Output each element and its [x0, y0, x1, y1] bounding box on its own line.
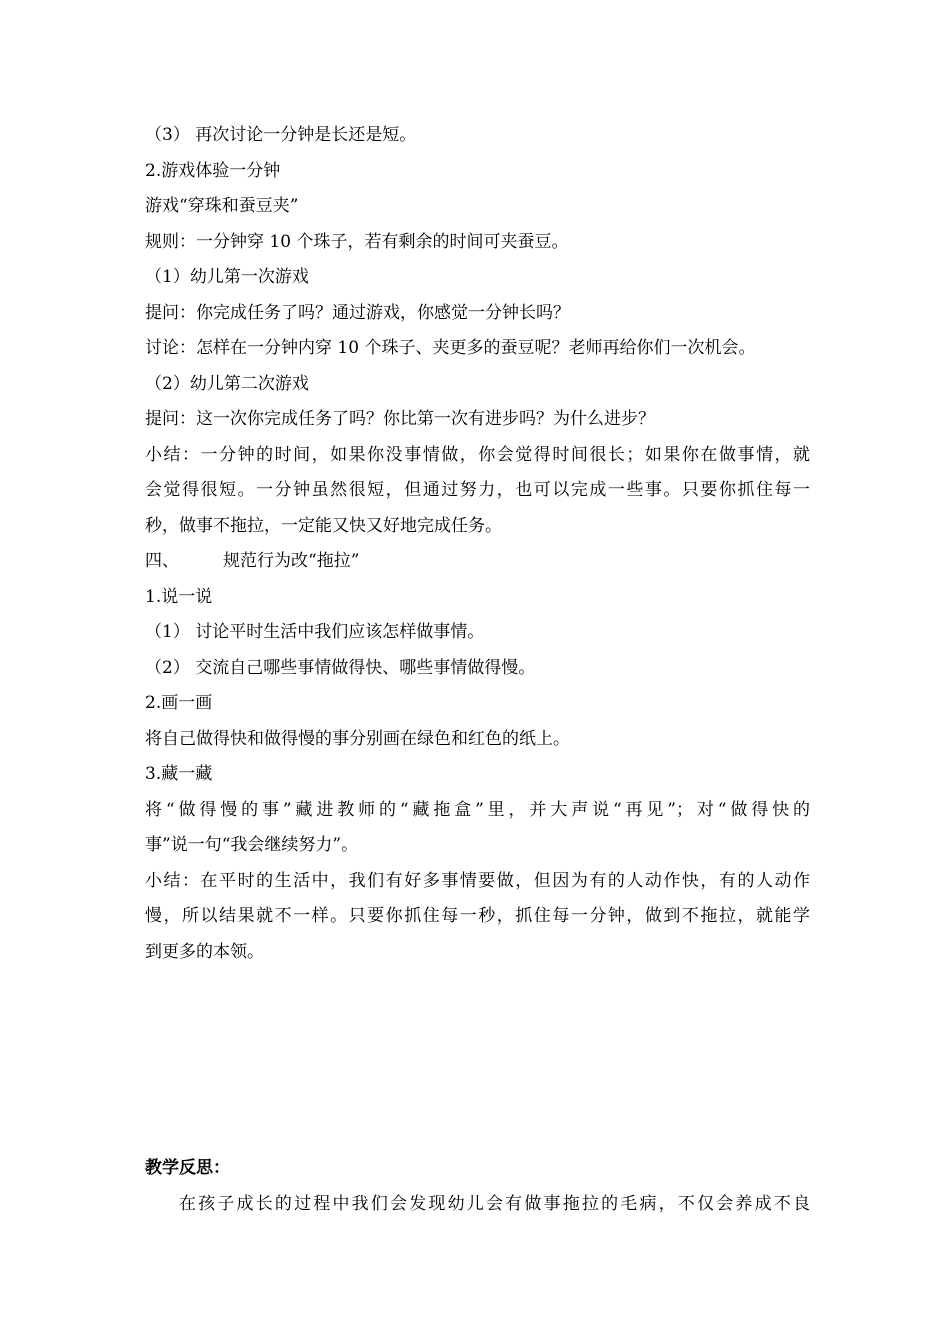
text-line: 将自己做得快和做得慢的事分别画在绿色和红色的纸上。	[145, 728, 570, 749]
reflection-title: 教学反思：	[145, 1158, 230, 1178]
subsection-heading: 1.说一说	[145, 586, 213, 607]
summary-line: 秒，做事不拖拉，一定能又快又好地完成任务。	[145, 515, 502, 536]
text-line: （1） 讨论平时生活中我们应该怎样做事情。	[145, 622, 485, 642]
text-line: 提问：这一次你完成任务了吗？你比第一次有进步吗？为什么进步？	[145, 409, 655, 429]
section-heading	[145, 544, 810, 580]
subsection-heading: 2.画一画	[145, 693, 213, 713]
text-line: 讨论：怎样在一分钟内穿 10 个珠子、夹更多的蚕豆呢？老师再给你们一次机会。	[145, 338, 756, 358]
subsection-heading: 3.藏一藏	[145, 764, 213, 784]
summary-line: 小结：在平时的生活中，我们有好多事情要做，但因为有的人动作快，有的人动作	[145, 870, 810, 891]
text-line: （2） 交流自己哪些事情做得快、哪些事情做得慢。	[145, 657, 536, 678]
text-line: （3） 再次讨论一分钟是长还是短。	[145, 125, 417, 145]
summary-line: 小结：一分钟的时间，如果你没事情做，你会觉得时间很长；如果你在做事情，就	[145, 444, 810, 465]
reflection-paragraph: 在孩子成长的过程中我们会发现幼儿会有做事拖拉的毛病，不仅会养成不良	[179, 1194, 810, 1214]
text-line: 事”说一句“我会继续努力”。	[145, 835, 359, 855]
text-line: （2）幼儿第二次游戏	[145, 373, 309, 394]
text-line: 提问：你完成任务了吗？通过游戏，你感觉一分钟长吗？	[145, 302, 570, 323]
section-number: 四、	[145, 551, 179, 571]
section-title: 规范行为改“拖拉”	[223, 551, 360, 571]
document-body	[145, 118, 810, 970]
text-line: 将“做得慢的事”藏进教师的“藏拖盒”里，并大声说“再见”；对“做得快的	[145, 799, 810, 820]
reflection-section	[145, 1150, 810, 1222]
subsection-heading: 2.游戏体验一分钟	[145, 160, 281, 181]
text-line: 游戏“穿珠和蚕豆夹”	[145, 196, 299, 216]
text-line: （1）幼儿第一次游戏	[145, 267, 309, 287]
summary-line: 慢，所以结果就不一样。只要你抓住每一秒，抓住每一分钟，做到不拖拉，就能学	[145, 906, 810, 926]
summary-line: 会觉得很短。一分钟虽然很短，但通过努力，也可以完成一些事。只要你抓住每一	[145, 480, 810, 500]
text-line: 规则：一分钟穿 10 个珠子，若有剩余的时间可夹蚕豆。	[145, 231, 569, 252]
summary-line: 到更多的本领。	[145, 941, 264, 962]
